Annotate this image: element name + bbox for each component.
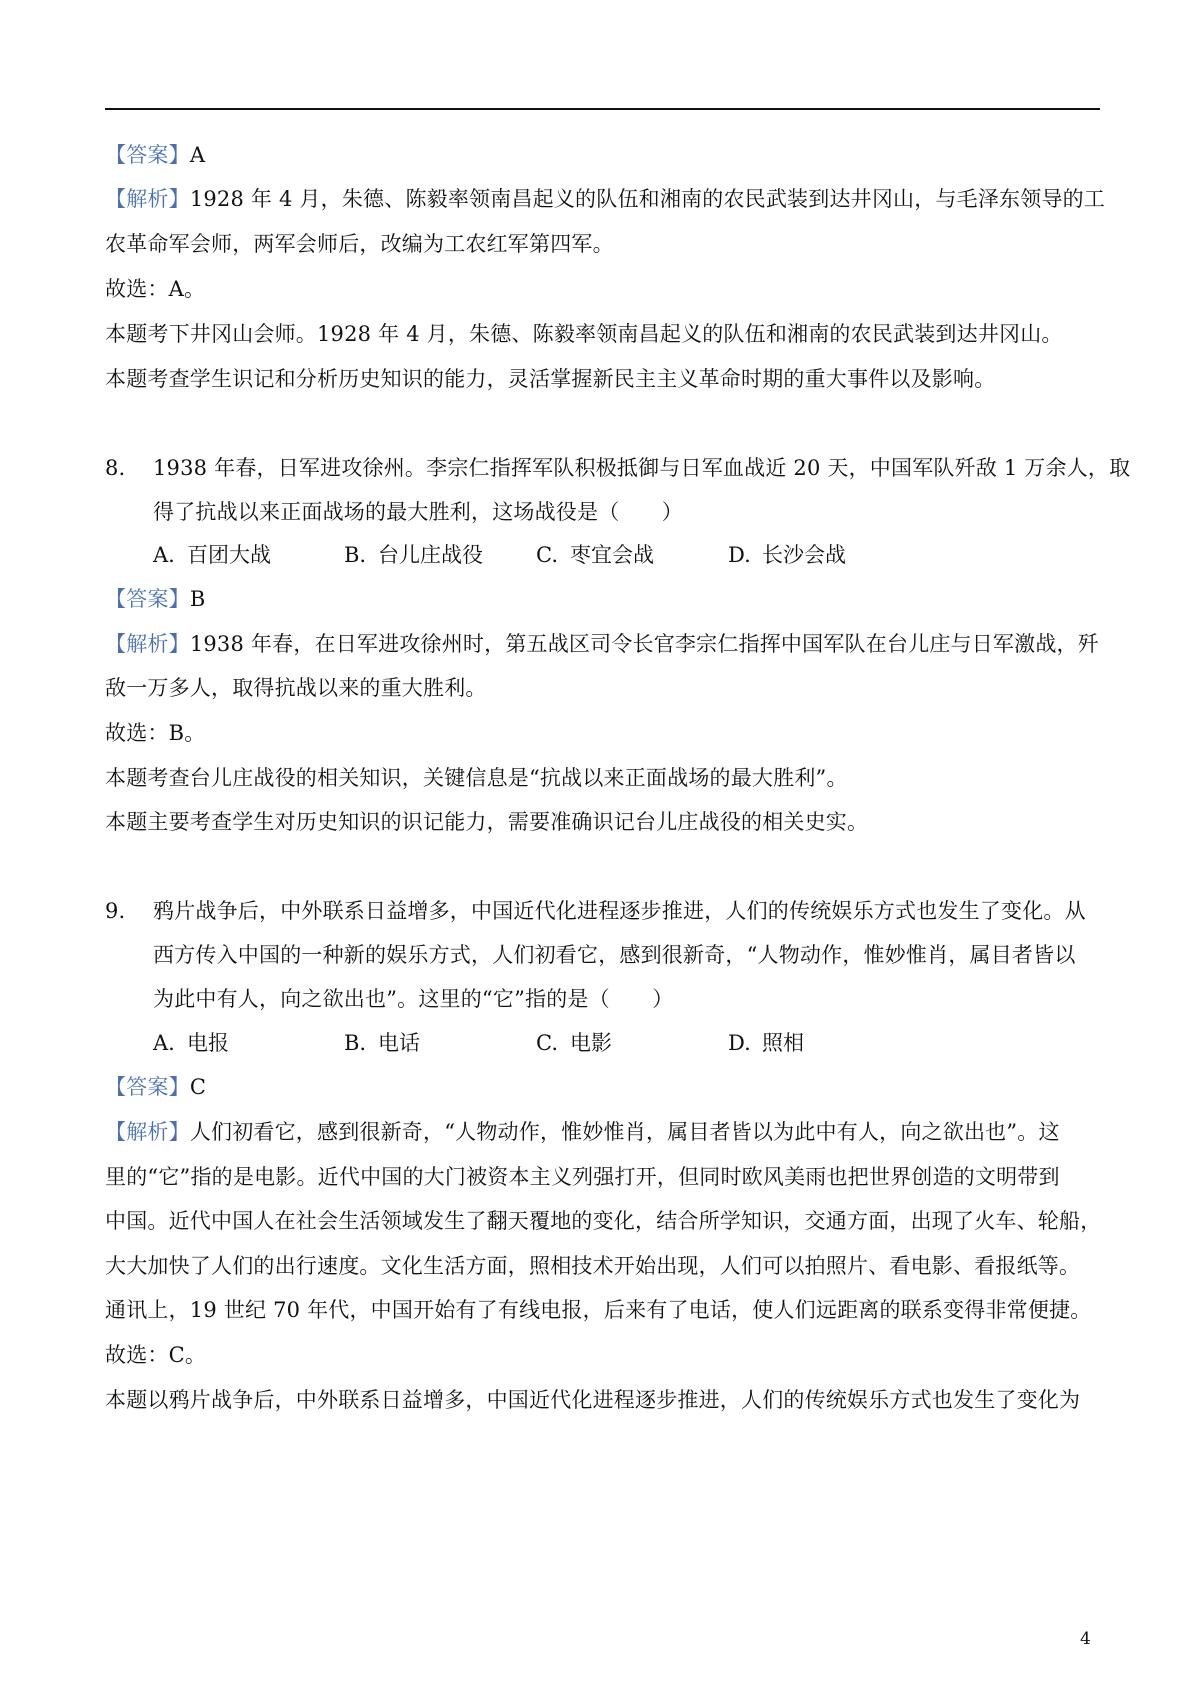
q9-analysis-line-2: 里的“它”指的是电影。近代中国的大门被资本主义列强打开，但同时欧风美雨也把世界创造的文明带到 [105, 1165, 1060, 1189]
analysis-tag: 【解析】 [105, 1120, 190, 1144]
answer-value: B [189, 587, 206, 611]
analysis-tag: 【解析】 [105, 187, 190, 211]
option-label: D. [728, 543, 751, 567]
q9-analysis-line-5: 通讯上，19 世纪 70 年代，中国开始有了有线电报，后来有了电话，使人们远距离的联系变得非常便捷。 [105, 1298, 1092, 1322]
option-text: 电影 [570, 1031, 612, 1055]
q9-stem-line-1 [105, 897, 1086, 925]
option-d [728, 541, 846, 569]
q9-stem-line-3: 为此中有人，向之欲出也”。这里的“它”指的是（ ） [153, 987, 674, 1011]
option-text: 长沙会战 [762, 543, 846, 567]
stem-text: 鸦片战争后，中外联系日益增多，中国近代化进程逐步推进，人们的传统娱乐方式也发生了变化。从 [153, 899, 1086, 923]
question-number: 8. [105, 456, 126, 480]
option-label: A. [153, 543, 175, 567]
q7-analysis-line-2: 农革命军会师，两军会师后，改编为工农红军第四军。 [105, 232, 614, 256]
question-number: 9. [105, 899, 126, 923]
option-a [153, 1029, 229, 1057]
option-b [344, 1029, 420, 1057]
q7-answer [105, 141, 205, 169]
answer-tag: 【答案】 [105, 1075, 190, 1099]
option-text: 台儿庄战役 [378, 543, 483, 567]
q9-analysis-line-1 [105, 1118, 1060, 1146]
analysis-text: 人们初看它，感到很新奇，“人物动作，惟妙惟肖，属目者皆以为此中有人，向之欲出也”。这 [189, 1120, 1060, 1144]
stem-text: 1938 年春，日军进攻徐州。李宗仁指挥军队积极抵御与日军血战近 20 天，中国军队歼敌 1 万余人，取 [153, 456, 1131, 480]
q8-note-2: 本题主要考查学生对历史知识的识记能力，需要准确识记台儿庄战役的相关史实。 [105, 810, 869, 834]
option-label: D. [728, 1031, 751, 1055]
q7-choice: 故选：A。 [105, 277, 206, 301]
q8-analysis-line-1 [105, 630, 1099, 658]
option-label: B. [344, 543, 367, 567]
option-b [344, 541, 483, 569]
answer-value: C [189, 1075, 207, 1099]
option-label: C. [536, 1031, 558, 1055]
q9-stem-line-2: 西方传入中国的一种新的娱乐方式，人们初看它，感到很新奇，“人物动作，惟妙惟肖，属目者皆以 [153, 943, 1076, 967]
q8-analysis-line-2: 敌一万多人，取得抗战以来的重大胜利。 [105, 676, 487, 700]
q9-note-1: 本题以鸦片战争后，中外联系日益增多，中国近代化进程逐步推进，人们的传统娱乐方式也发生了变化为 [105, 1388, 1081, 1412]
q8-note-1: 本题考查台儿庄战役的相关知识，关键信息是“抗战以来正面战场的最大胜利”。 [105, 766, 848, 790]
header-rule [105, 108, 1100, 110]
answer-tag: 【答案】 [105, 587, 190, 611]
option-text: 照相 [762, 1031, 804, 1055]
page-number: 4 [1080, 1629, 1091, 1649]
option-c [536, 1029, 612, 1057]
q9-answer [105, 1073, 206, 1101]
option-label: A. [153, 1031, 175, 1055]
option-a [153, 541, 271, 569]
q8-stem-line-1 [105, 454, 1130, 482]
option-d [728, 1029, 804, 1057]
q9-choice: 故选：C。 [105, 1343, 207, 1367]
q8-stem-line-2: 得了抗战以来正面战场的最大胜利，这场战役是（ ） [153, 500, 683, 524]
q9-analysis-line-4: 大大加快了人们的出行速度。文化生活方面，照相技术开始出现，人们可以拍照片、看电影、看报纸等。 [105, 1254, 1081, 1278]
option-text: 百团大战 [187, 543, 271, 567]
q7-analysis-line-1 [105, 185, 1105, 213]
analysis-text: 1938 年春，在日军进攻徐州时，第五战区司令长官李宗仁指挥中国军队在台儿庄与日军激战，歼 [189, 632, 1099, 656]
analysis-tag: 【解析】 [105, 632, 190, 656]
answer-tag: 【答案】 [105, 143, 190, 167]
q9-analysis-line-3: 中国。近代中国人在社会生活领域发生了翻天覆地的变化，结合所学知识，交通方面，出现了火车、轮船， [105, 1209, 1102, 1233]
option-label: B. [344, 1031, 367, 1055]
q8-answer [105, 585, 205, 613]
option-label: C. [536, 543, 558, 567]
option-text: 枣宜会战 [570, 543, 654, 567]
option-text: 电话 [378, 1031, 420, 1055]
option-text: 电报 [187, 1031, 229, 1055]
q7-note-1: 本题考下井冈山会师。1928 年 4 月，朱德、陈毅率领南昌起义的队伍和湘南的农民武装到达井冈山。 [105, 322, 1063, 346]
q7-note-2: 本题考查学生识记和分析历史知识的能力，灵活掌握新民主主义革命时期的重大事件以及影响。 [105, 367, 996, 391]
analysis-text: 1928 年 4 月，朱德、陈毅率领南昌起义的队伍和湘南的农民武装到达井冈山，与毛泽东领导的工 [189, 187, 1106, 211]
q8-choice: 故选：B。 [105, 721, 206, 745]
option-c [536, 541, 654, 569]
answer-value: A [189, 143, 206, 167]
